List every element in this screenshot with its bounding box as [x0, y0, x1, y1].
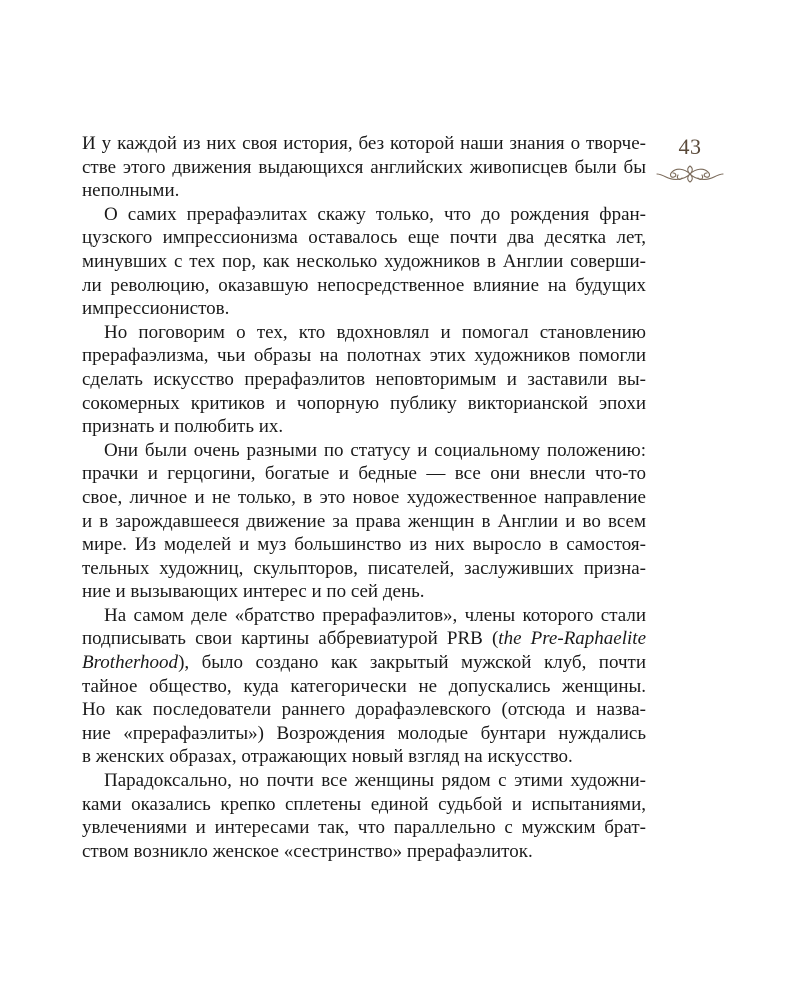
line-text: цузского импрессионизма оставалось еще почти два десятка лет,: [82, 227, 646, 249]
line-text: в женских образах, отражающих новый взгляд на искусство.: [82, 746, 573, 768]
line-text: минувших с тех пор, как несколько художников в Англии соверши-: [82, 250, 646, 272]
line-text: ками оказались крепко сплетены единой судьбой и испытаниями,: [82, 793, 646, 815]
text-line: [82, 132, 646, 156]
line-text: ние «прерафаэлиты») Возрождения молодые бунтари нуждались: [82, 722, 646, 744]
text-line: [82, 627, 646, 651]
line-text: сделать искусство прерафаэлитов неповторимым и заставили вы-: [82, 368, 646, 390]
line-text: тельных художниц, скульпторов, писателей, заслуживших призна-: [82, 557, 646, 579]
line-text: неполными.: [82, 180, 180, 202]
line-text: подписывать свои картины аббревиатурой PRB (: [82, 628, 499, 650]
text-line: [82, 392, 646, 416]
text-line: [82, 274, 646, 298]
text-line: [82, 250, 646, 274]
line-text: Они были очень разными по статусу и социальному положению:: [104, 439, 646, 461]
text-line: [82, 486, 646, 510]
text-line: [82, 344, 646, 368]
text-line: [82, 510, 646, 534]
text-line: [82, 745, 646, 769]
text-line: [82, 793, 646, 817]
line-text: ние и вызывающих интерес и по сей день.: [82, 581, 425, 603]
text-line: [82, 580, 646, 604]
line-text: и в зарождавшееся движение за права женщин в Англии и во всем: [82, 510, 646, 532]
line-text: сокомерных критиков и чопорную публику викторианской эпохи: [82, 392, 646, 414]
text-line: [82, 840, 646, 864]
text-line: [82, 368, 646, 392]
text-line: [82, 604, 646, 628]
line-text: На самом деле «братство прерафаэлитов», члены которого стали: [104, 604, 646, 626]
text-line: [82, 557, 646, 581]
line-text: мире. Из моделей и муз большинство из них выросло в самостоя-: [82, 534, 646, 556]
line-text: О самих прерафаэлитах скажу только, что до рождения фран-: [104, 203, 646, 225]
line-text: Но как последователи раннего дорафаэлевского (отсюда и назва-: [82, 699, 646, 721]
line-text: Парадоксально, но почти все женщины рядом с этими художни-: [104, 770, 646, 792]
line-text: Но поговорим о тех, кто вдохновлял и помогал становлению: [104, 321, 646, 343]
text-line: [82, 226, 646, 250]
text-line: [82, 816, 646, 840]
line-text: увлечениями и интересами так, что параллельно с мужским брат-: [82, 817, 646, 839]
text-line: [82, 439, 646, 463]
line-text: прачки и герцогини, богатые и бедные — все они внесли что-то: [82, 463, 646, 485]
line-text: тайное общество, куда категорически не допускались женщины.: [82, 675, 646, 697]
line-text: свое, личное и не только, в это новое художественное направление: [82, 486, 646, 508]
italic-text: Brotherhood: [82, 652, 179, 674]
italic-text: the Pre-Raphaelite: [498, 628, 646, 650]
text-line: [82, 203, 646, 227]
text-line: [82, 722, 646, 746]
text-line: [82, 533, 646, 557]
text-line: [82, 462, 646, 486]
page-number: 43: [678, 134, 702, 159]
text-line: [82, 297, 646, 321]
line-text: ), было создано как закрытый мужской клуб, почти: [178, 652, 646, 674]
body-text: [82, 132, 646, 863]
text-line: [82, 769, 646, 793]
text-line: [82, 321, 646, 345]
text-line: [82, 156, 646, 180]
line-text: И у каждой из них своя история, без которой наши знания о творче-: [82, 133, 646, 154]
line-text: прерафаэлизма, чьи образы на полотнах этих художников помогли: [82, 345, 646, 367]
line-text: ством возникло женское «сестринство» прерафаэлиток.: [82, 840, 533, 862]
text-line: [82, 698, 646, 722]
line-text: признать и полюбить их.: [82, 416, 284, 438]
ornament-flourish-icon: [656, 162, 724, 186]
text-line: [82, 651, 646, 675]
text-line: [82, 675, 646, 699]
line-text: импрессионистов.: [82, 298, 230, 320]
text-line: [82, 179, 646, 203]
line-text: стве этого движения выдающихся английских живописцев были бы: [82, 156, 646, 178]
text-line: [82, 415, 646, 439]
line-text: ли революцию, оказавшую непосредственное влияние на будущих: [82, 274, 646, 296]
